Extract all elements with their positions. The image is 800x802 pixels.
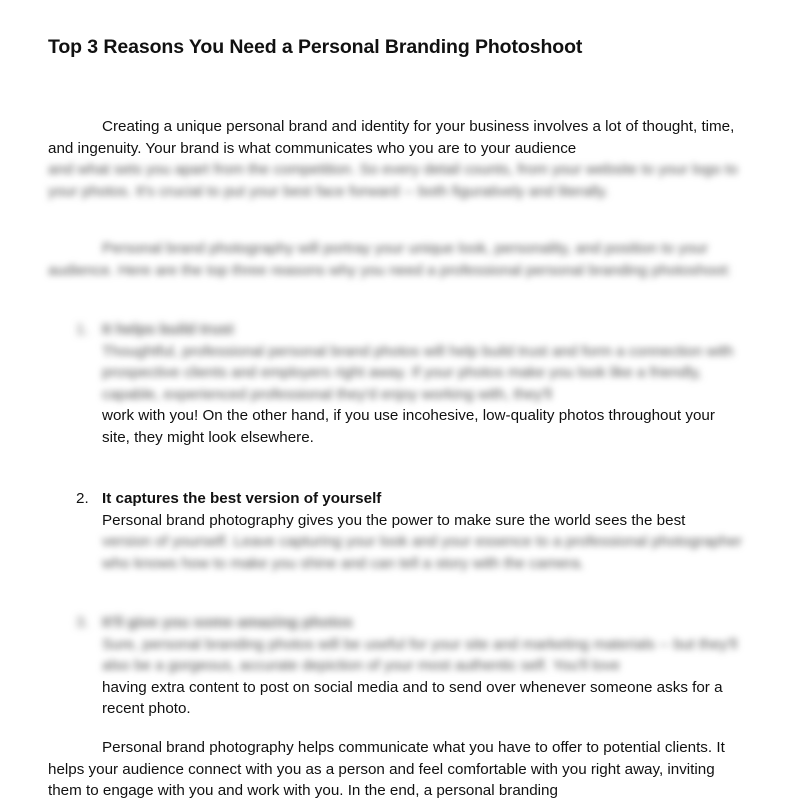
list-item-blurred-body: version of yourself. Leave capturing your look and your essence to a professional photographer who knows how to make you shine and can tell a story with the camera. <box>102 533 742 572</box>
list-item-visible-body: Personal brand photography gives you the power to make sure the world sees the best <box>102 511 686 529</box>
list-number: 1. <box>76 321 89 338</box>
list-item-title: It helps build trust <box>102 321 234 338</box>
intro-paragraph <box>48 116 748 202</box>
list-number: 3. <box>76 614 89 631</box>
list-item-2 <box>48 488 760 574</box>
intro-blurred-text: and what sets you apart from the competition. So every detail counts, from your website to your logo to your photos. It's crucial to put your best face forward -- both figuratively and literally. <box>48 161 738 200</box>
document-title: Top 3 Reasons You Need a Personal Branding Photoshoot <box>48 36 583 58</box>
second-paragraph <box>48 238 748 281</box>
document-page <box>48 34 760 800</box>
list-item-title: It captures the best version of yourself <box>102 490 382 507</box>
list-item-title: It'll give you some amazing photos <box>102 614 353 631</box>
list-item-blurred-body: Thoughtful, professional personal brand photos will help build trust and form a connection with prospective clients and employers right away. If your photos make you look like a friendly, capable, experienced professional they'd enjoy working with, they'll <box>102 342 734 403</box>
closing-text: Personal brand photography helps communicate what you have to offer to potential clients. It helps your audience connect with you as a person and feel comfortable with you right away, inviting them to engage with you and work with you. In the end, a personal branding <box>48 739 725 800</box>
list-number: 2. <box>76 490 89 507</box>
list-item-visible-body: work with you! On the other hand, if you use incohesive, low-quality photos throughout your site, they might look elsewhere. <box>102 407 715 446</box>
list-item-visible-body: having extra content to post on social media and to send over whenever someone asks for a recent photo. <box>102 678 723 718</box>
closing-paragraph <box>48 737 748 802</box>
list-item-1 <box>48 319 760 449</box>
second-paragraph-text: Personal brand photography will portray your unique look, personality, and position to your audience. Here are the top three reasons why you need a professional personal branding photoshoot: <box>48 240 732 279</box>
intro-visible-text: Creating a unique personal brand and identity for your business involves a lot of thought, time, and ingenuity. Your brand is what communicates who you are to your audience <box>48 118 735 157</box>
list-item-3 <box>48 612 760 720</box>
list-item-blurred-body: Sure, personal branding photos will be useful for your site and marketing materials -- but they'll also be a gorgeous, accurate depiction of your most authentic self. You'll love <box>102 635 738 675</box>
